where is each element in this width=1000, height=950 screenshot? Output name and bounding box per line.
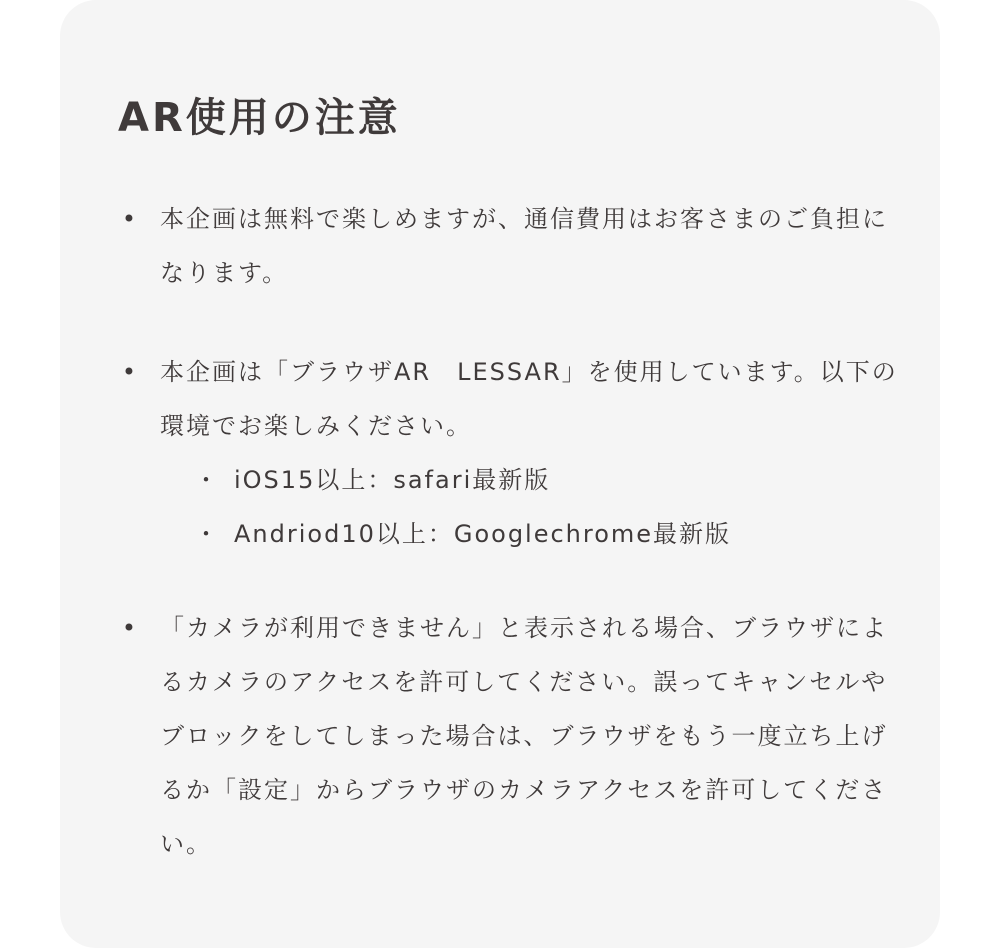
environment-text: Andriod10以上：Googlechrome最新版 [234, 520, 732, 548]
caution-item-cost [118, 192, 898, 300]
caution-item-environment [118, 345, 898, 561]
sub-bullet-icon: ・ [194, 520, 220, 548]
bullet-icon: • [121, 358, 139, 386]
ar-caution-card [60, 0, 940, 948]
caution-text: 「カメラが利用できません」と表示される場合、ブラウザによるカメラのアクセスを許可してください。誤ってキャンセルやブロックをしてしまった場合は、ブラウザをもう一度立ち上げるか「設定」からブラウザのカメラアクセスを許可してください。 [160, 614, 888, 858]
caution-list [118, 192, 898, 916]
caution-text: 本企画は無料で楽しめますが、通信費用はお客さまのご負担になります。 [160, 205, 888, 287]
environment-list [160, 453, 898, 561]
bullet-icon: • [121, 614, 139, 642]
environment-item-android [160, 507, 898, 561]
bullet-icon: • [121, 205, 139, 233]
card-title: AR使用の注意 [118, 95, 401, 141]
environment-text: iOS15以上：safari最新版 [234, 466, 551, 494]
caution-item-camera [118, 601, 898, 871]
environment-item-ios [160, 453, 898, 507]
caution-text: 本企画は「ブラウザAR LESSAR」を使用しています。以下の環境でお楽しみください。 [160, 358, 898, 440]
sub-bullet-icon: ・ [194, 466, 220, 494]
